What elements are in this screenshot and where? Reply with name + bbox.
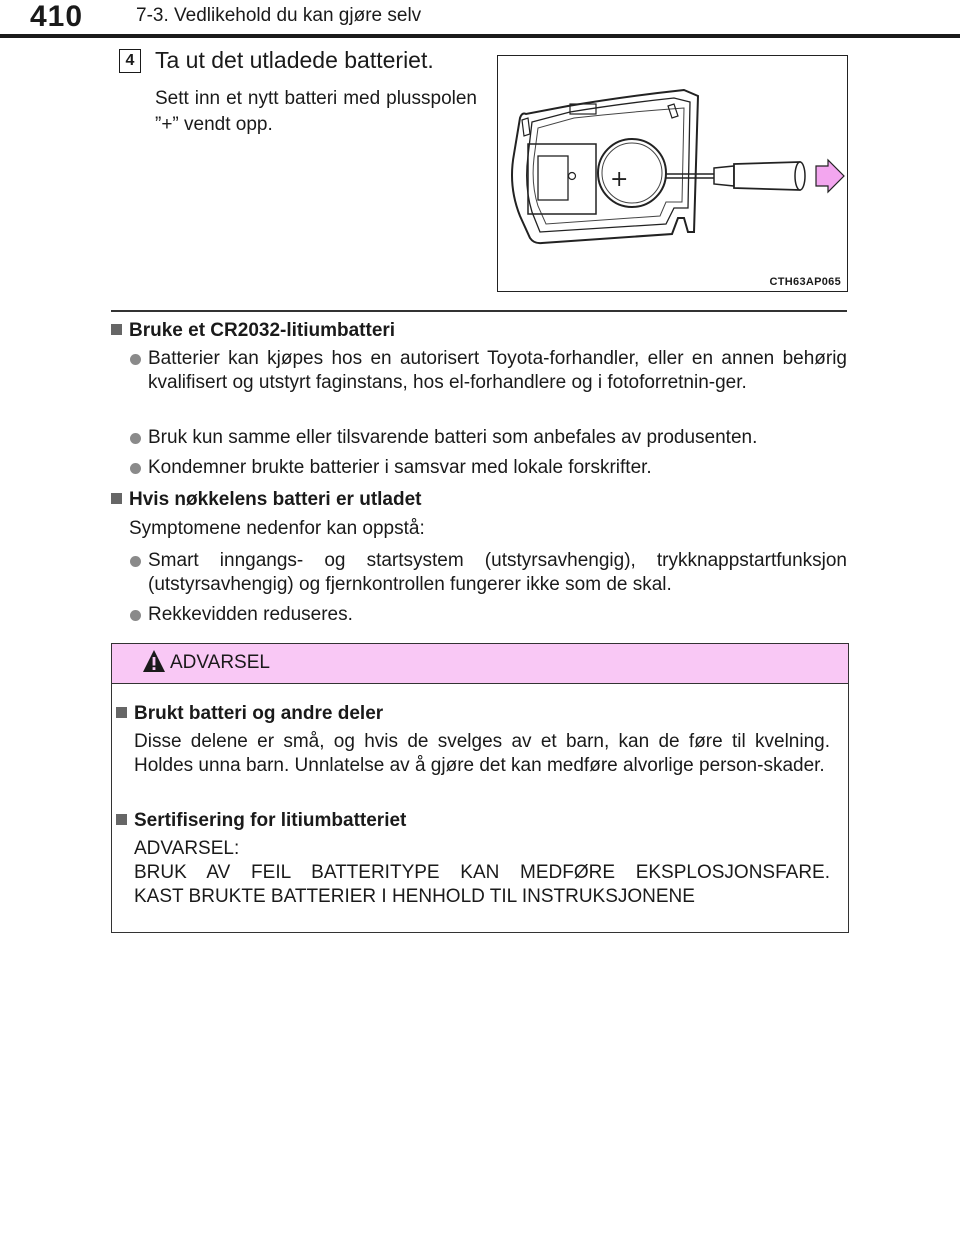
battery-plus-symbol: + (610, 167, 629, 192)
battery-heading: Bruke et CR2032-litiumbatteri (111, 319, 395, 343)
bullet-dot-icon (130, 354, 141, 365)
key-battery-illustration (497, 55, 848, 292)
figure-code: CTH63AP065 (769, 276, 841, 288)
bullet-dot-icon (130, 610, 141, 621)
battery-bullet-2: Bruk kun samme eller tilsvarende batteri som anbefales av produsenten. (148, 427, 758, 448)
depleted-bullet-1: Smart inngangs- og startsystem (utstyrsavhengig), trykknappstartfunksjon (utstyrsavhengig) og fjernkontrollen fungerer ikke som de skal. (148, 550, 847, 595)
warning-box (111, 643, 849, 933)
header-rule (0, 34, 960, 38)
warning-line-1: ADVARSEL: (134, 838, 240, 859)
depleted-bullet-2: Rekkevidden reduseres. (148, 604, 353, 625)
battery-bullet-1: Batterier kan kjøpes hos en autorisert Toyota-forhandler, eller en annen behørig kvalifisert og utstyrt faginstans, hos el-forhandlere og i fotoforretnin-ger. (148, 348, 847, 393)
step-body: Sett inn et nytt batteri med plusspolen ”+” vendt opp. (155, 88, 477, 135)
battery-bullet-3: Kondemner brukte batterier i samsvar med lokale forskrifter. (148, 457, 652, 478)
section-title: 7-3. Vedlikehold du kan gjøre selv (136, 5, 422, 26)
square-bullet-icon (111, 493, 122, 504)
page-number: 410 (30, 0, 84, 33)
warning-header (112, 644, 848, 684)
warning-heading-2: Sertifisering for litiumbatteriet (116, 809, 406, 833)
section-divider (111, 310, 847, 312)
bullet-dot-icon (130, 433, 141, 444)
depleted-intro: Symptomene nedenfor kan oppstå: (129, 518, 425, 539)
warning-title: ADVARSEL (170, 652, 270, 673)
key-battery-drawing (498, 56, 847, 291)
warning-line-3: KAST BRUKTE BATTERIER I HENHOLD TIL INSTRUKSJONENE (134, 886, 695, 907)
warning-triangle-icon (142, 649, 166, 673)
warning-text-1: Disse delene er små, og hvis de svelges av et barn, kan de føre til kvelning. Holdes unna barn. Unnlatelse av å gjøre det kan medføre alvorlige person-skader. (134, 731, 830, 776)
step-title: Ta ut det utladede batteriet. (155, 47, 434, 73)
bullet-dot-icon (130, 463, 141, 474)
square-bullet-icon (116, 707, 127, 718)
square-bullet-icon (116, 814, 127, 825)
warning-heading-1: Brukt batteri og andre deler (116, 702, 383, 726)
warning-line-2: BRUK AV FEIL BATTERITYPE KAN MEDFØRE EKSPLOSJONSFARE. (134, 862, 830, 883)
direction-arrow (816, 160, 844, 192)
depleted-heading: Hvis nøkkelens batteri er utladet (111, 488, 422, 512)
step-number-badge: 4 (119, 49, 141, 73)
bullet-dot-icon (130, 556, 141, 567)
square-bullet-icon (111, 324, 122, 335)
